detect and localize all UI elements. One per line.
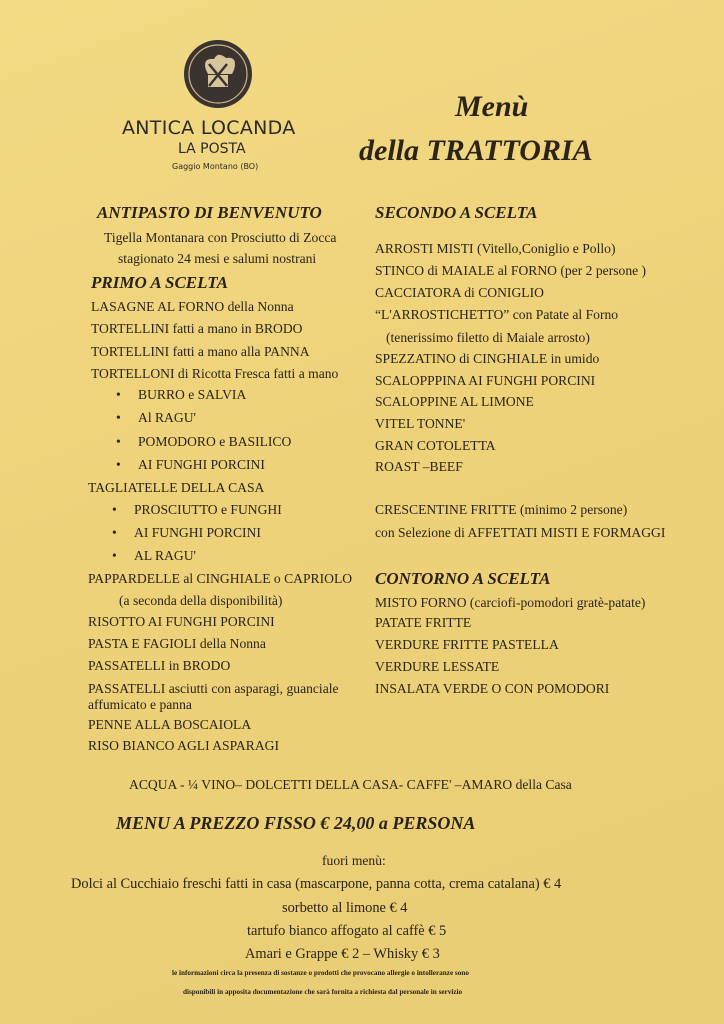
secondo-note: (tenerissimo filetto di Maiale arrosto) xyxy=(386,330,590,345)
secondo-item: SPEZZATINO di CINGHIALE in umido xyxy=(375,351,600,366)
primo-subitem: • PROSCIUTTO e FUNGHI xyxy=(134,501,282,519)
primo-item: RISO BIANCO AGLI ASPARAGI xyxy=(88,738,279,753)
secondo-item: ARROSTI MISTI (Vitello,Coniglio e Pollo) xyxy=(375,241,616,256)
primo-item: TAGLIATELLE DELLA CASA xyxy=(88,480,265,495)
menu-title-line1: Menù xyxy=(455,90,529,123)
allergen-notice: le informazioni circa la presenza di sostanze o prodotti che provocano allergie o intolleranze sono xyxy=(172,969,469,977)
secondo-item: SCALOPPINE AL LIMONE xyxy=(375,394,534,409)
crescentine-line: CRESCENTINE FRITTE (minimo 2 persone) xyxy=(375,502,628,517)
primo-subitem: • AL RAGU' xyxy=(134,547,196,565)
primo-item: RISOTTO AI FUNGHI PORCINI xyxy=(88,614,275,629)
primo-item: PASTA E FAGIOLI della Nonna xyxy=(88,636,266,651)
primo-note: (a seconda della disponibilità) xyxy=(119,593,283,608)
contorno-item: VERDURE FRITTE PASTELLA xyxy=(375,637,559,652)
fixed-price: MENU A PREZZO FISSO € 24,00 a PERSONA xyxy=(116,813,476,833)
primo-item: PASSATELLI asciutti con asparagi, guanciale xyxy=(88,681,339,696)
primo-subitem: • Al RAGU' xyxy=(138,409,196,427)
primo-heading: PRIMO A SCELTA xyxy=(91,273,228,292)
contorno-item: MISTO FORNO (carciofi-pomodori gratè-patate) xyxy=(375,595,646,610)
secondo-item: ROAST –BEEF xyxy=(375,459,463,474)
secondo-item: SCALOPPPINA AI FUNGHI PORCINI xyxy=(375,373,596,388)
primo-item: PENNE ALLA BOSCAIOLA xyxy=(88,717,252,732)
antipasto-line: stagionato 24 mesi e salumi nostrani xyxy=(118,251,317,266)
logo-name: ANTICA LOCANDA xyxy=(122,117,296,139)
secondo-heading: SECONDO A SCELTA xyxy=(375,203,538,222)
antipasto-heading: ANTIPASTO DI BENVENUTO xyxy=(97,203,322,222)
contorno-item: INSALATA VERDE O CON POMODORI xyxy=(375,681,610,696)
allergen-notice: disponibili in apposita documentazione che sarà fornita a richiesta dal personale in servizio xyxy=(183,988,463,996)
primo-item-cont: affumicato e panna xyxy=(88,697,192,712)
logo-subtitle: LA POSTA xyxy=(178,141,246,157)
primo-item: TORTELLINI fatti a mano alla PANNA xyxy=(91,344,310,359)
fuori-menu-line: tartufo bianco affogato al caffè € 5 xyxy=(247,923,447,939)
menu-title-line2: della TRATTORIA xyxy=(359,134,593,167)
fuori-menu-line: Dolci al Cucchiaio freschi fatti in casa (mascarpone, panna cotta, crema catalana) € 4 xyxy=(71,876,562,892)
primo-item: PASSATELLI in BRODO xyxy=(88,658,231,673)
primo-subitem: • AI FUNGHI PORCINI xyxy=(134,524,261,542)
primo-item: TORTELLINI fatti a mano in BRODO xyxy=(91,321,303,336)
primo-item: LASAGNE AL FORNO della Nonna xyxy=(91,299,294,314)
primo-subitem: • POMODORO e BASILICO xyxy=(138,433,291,451)
fuori-menu-title: fuori menù: xyxy=(322,853,386,868)
antipasto-line: Tigella Montanara con Prosciutto di Zocca xyxy=(104,230,337,245)
primo-subitem: • AI FUNGHI PORCINI xyxy=(138,456,265,474)
included-line: ACQUA - ¼ VINO– DOLCETTI DELLA CASA- CAFFE' –AMARO della Casa xyxy=(129,777,572,792)
primo-item: TORTELLONI di Ricotta Fresca fatti a mano xyxy=(91,366,339,381)
primo-subitem: • BURRO e SALVIA xyxy=(138,386,246,404)
contorno-item: PATATE FRITTE xyxy=(375,615,472,630)
contorno-item: VERDURE LESSATE xyxy=(375,659,500,674)
fuori-menu-line: Amari e Grappe € 2 – Whisky € 3 xyxy=(245,946,440,962)
contorno-heading: CONTORNO A SCELTA xyxy=(375,569,551,588)
secondo-item: STINCO di MAIALE al FORNO (per 2 persone ) xyxy=(375,263,647,278)
secondo-item: CACCIATORA di CONIGLIO xyxy=(375,285,544,300)
secondo-item: VITEL TONNE' xyxy=(375,416,466,431)
secondo-item: “L'ARROSTICHETTO” con Patate al Forno xyxy=(375,307,619,322)
crescentine-line: con Selezione di AFFETTATI MISTI E FORMAGGI xyxy=(375,525,666,540)
secondo-item: GRAN COTOLETTA xyxy=(375,438,496,453)
fuori-menu-line: sorbetto al limone € 4 xyxy=(282,900,408,916)
primo-item: PAPPARDELLE al CINGHIALE o CAPRIOLO xyxy=(88,571,353,586)
chef-utensils-icon xyxy=(184,40,252,108)
logo-emblem xyxy=(184,40,252,108)
logo-place: Gaggio Montano (BO) xyxy=(172,162,259,171)
